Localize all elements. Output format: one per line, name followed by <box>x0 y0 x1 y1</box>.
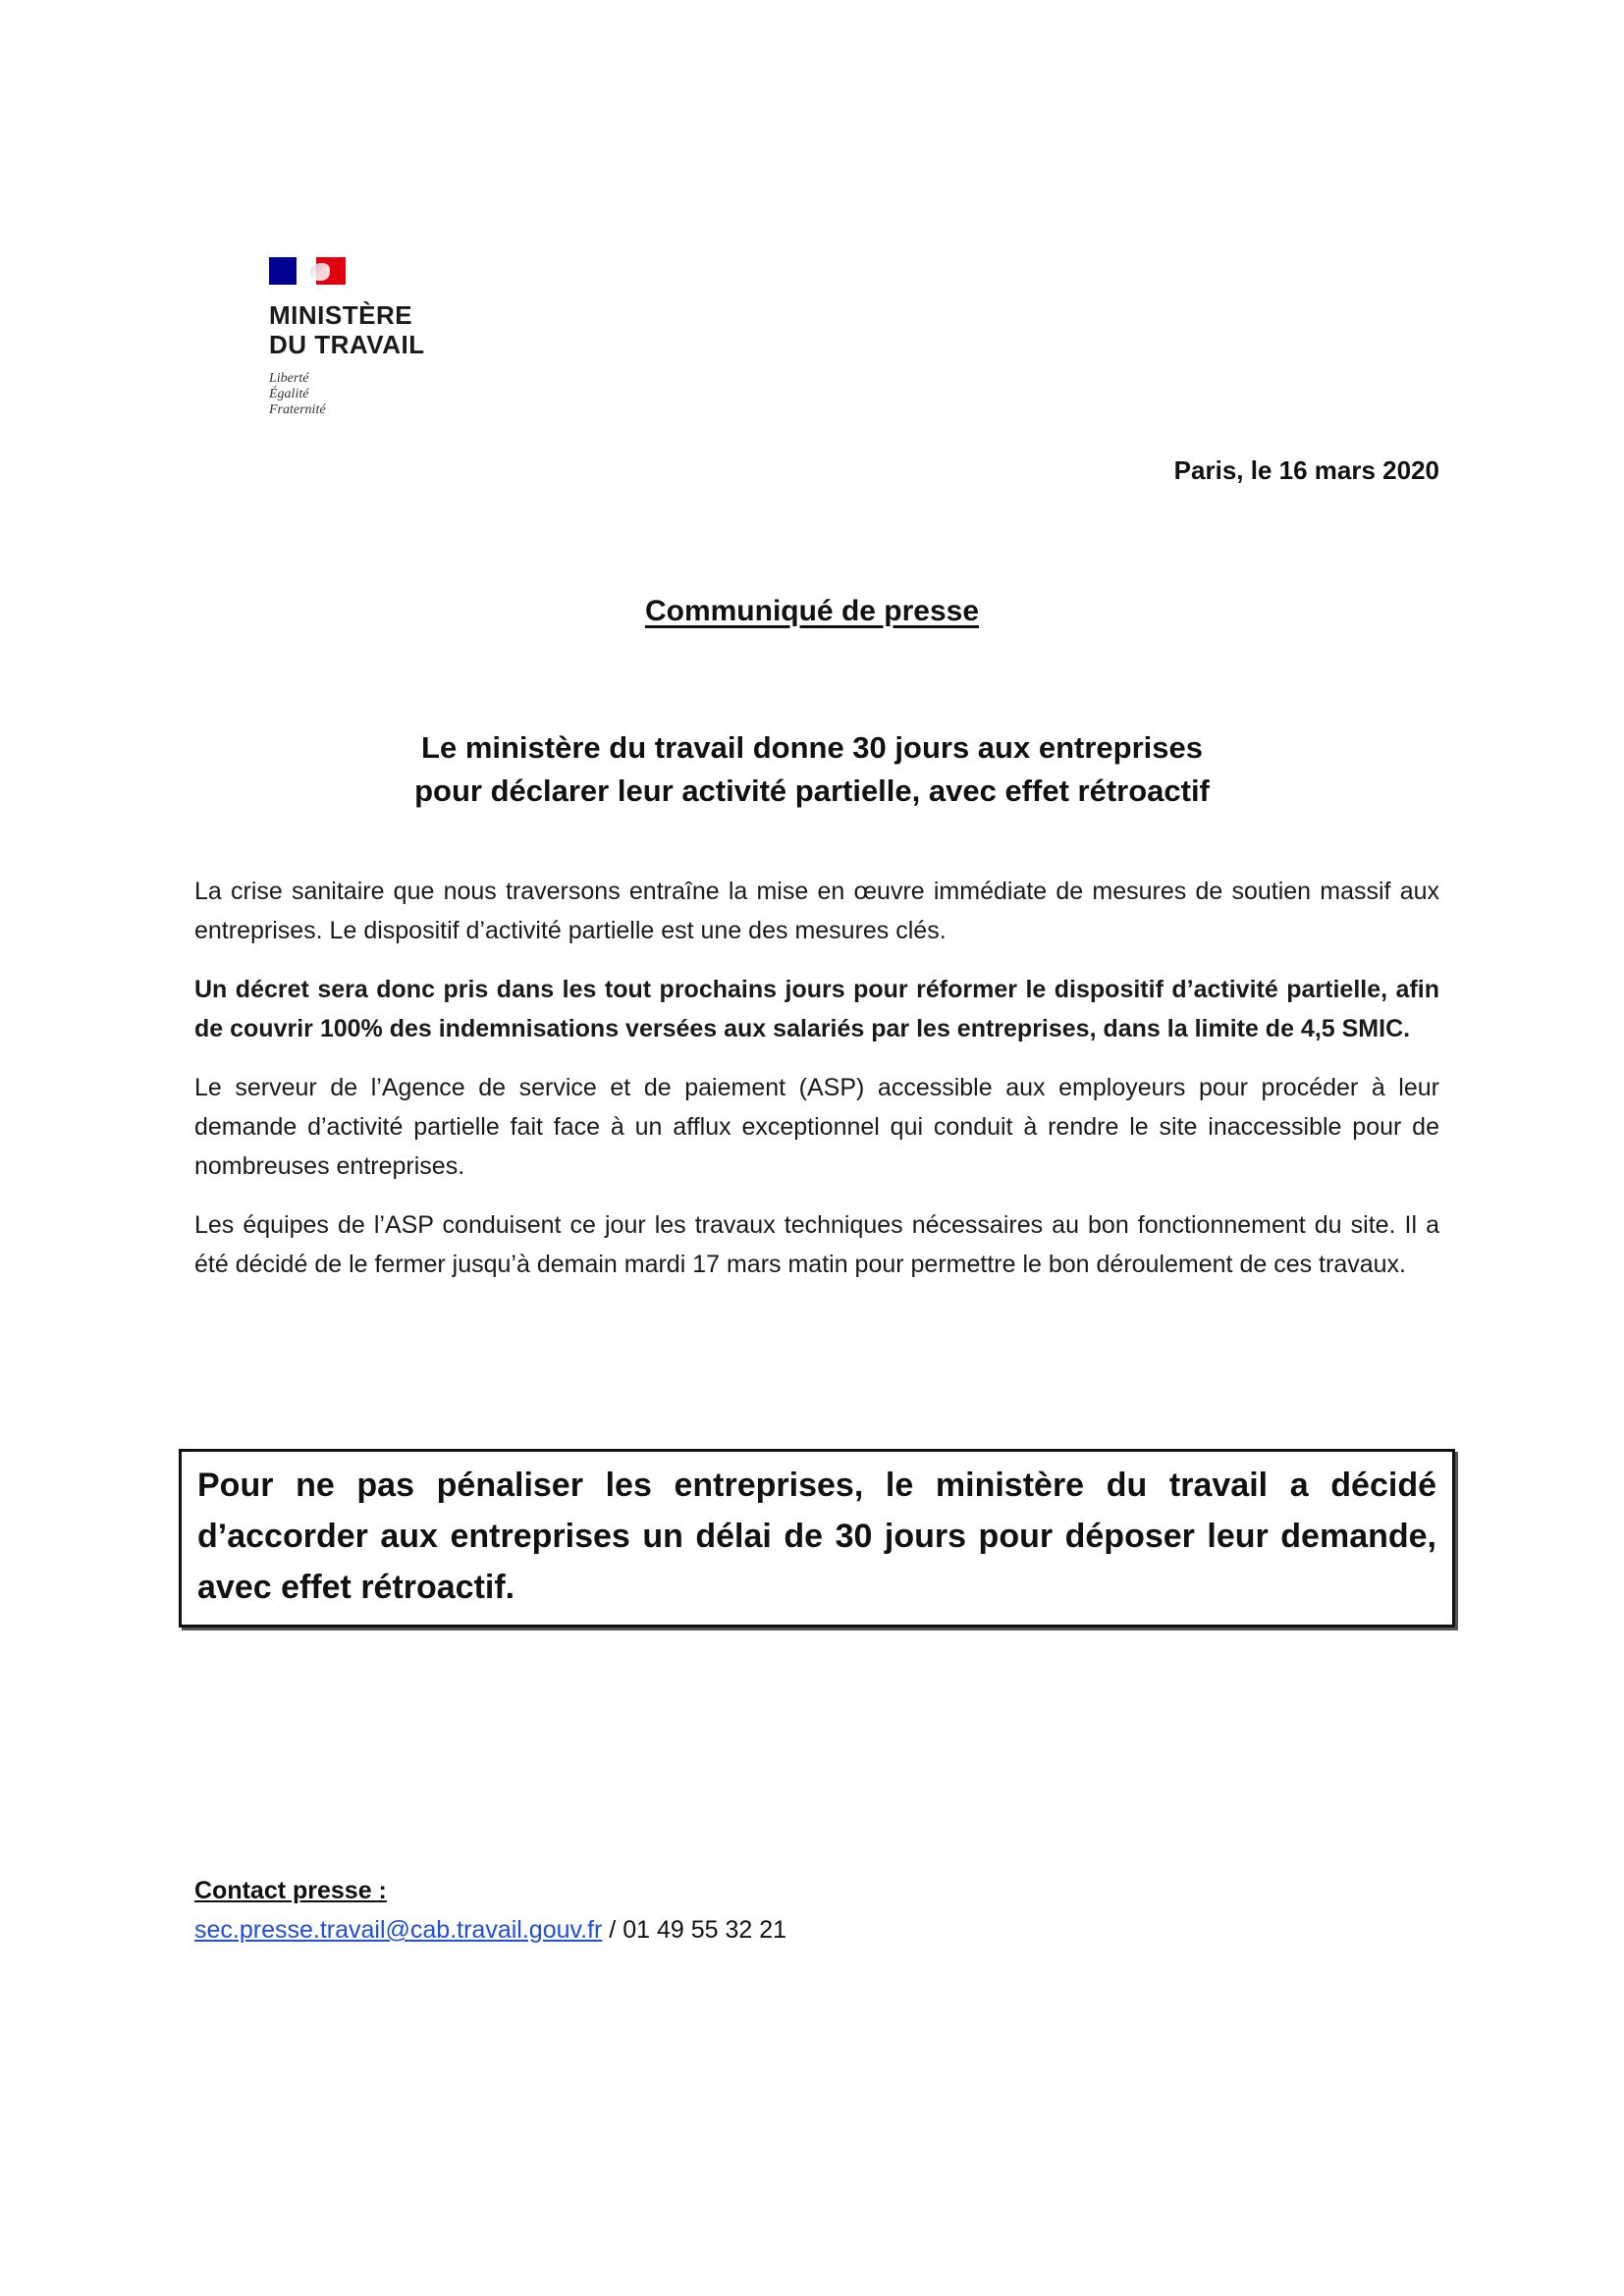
ministry-logo <box>269 257 485 418</box>
motto-fraternite: Fraternité <box>269 402 326 417</box>
ministry-name <box>269 300 485 359</box>
motto-liberte: Liberté <box>269 371 309 386</box>
document-type-title: Communiqué de presse <box>644 595 980 627</box>
headline <box>0 726 1624 813</box>
ministry-name-line2: DU TRAVAIL <box>269 330 425 359</box>
callout-box <box>179 1449 1455 1628</box>
republic-motto <box>269 371 485 418</box>
paragraph-decree: Un décret sera donc pris dans les tout prochains jours pour réformer le dispositif d’activité partielle, afin de couvrir 100% des indemnisations versées aux salariés par les entreprises, dans la limite de 4,5 SMIC. <box>194 976 1439 1042</box>
motto-egalite: Égalité <box>269 387 309 401</box>
ministry-name-line1: MINISTÈRE <box>269 300 413 330</box>
body-text <box>194 872 1439 1304</box>
paragraph: Les équipes de l’ASP conduisent ce jour les travaux techniques nécessaires au bon fonctionnement du site. Il a été décidé de le fermer jusqu’à demain mardi 17 mars matin pour permettre le bon déroulement de ces travaux. <box>194 1211 1439 1278</box>
marianne-icon <box>310 263 330 281</box>
paragraph: La crise sanitaire que nous traversons entraîne la mise en œuvre immédiate de mesures de soutien massif aux entreprises. Le dispositif d’activité partielle est une des mesures clés. <box>194 878 1439 944</box>
callout-text: Pour ne pas pénaliser les entreprises, le ministère du travail a décidé d’accorder aux entreprises un délai de 30 jours pour déposer leur demande, avec effet rétroactif. <box>197 1467 1436 1606</box>
release-date: Paris, le 16 mars 2020 <box>1173 455 1439 485</box>
contact-phone: 01 49 55 32 21 <box>623 1916 787 1944</box>
press-contact <box>194 1871 786 1949</box>
republic-flag-icon <box>269 257 346 285</box>
contact-line <box>194 1910 786 1949</box>
headline-line2: pour déclarer leur activité partielle, avec effet rétroactif <box>414 774 1210 808</box>
headline-line1: Le ministère du travail donne 30 jours aux entreprises <box>421 730 1203 765</box>
contact-label: Contact presse : <box>194 1877 387 1904</box>
contact-separator: / <box>602 1916 623 1944</box>
paragraph: Le serveur de l’Agence de service et de paiement (ASP) accessible aux employeurs pour procéder à leur demande d’activité partielle fait face à un afflux exceptionnel qui conduit à rendre le site inaccessible pour de nombreuses entreprises. <box>194 1074 1439 1180</box>
contact-email-link[interactable]: sec.presse.travail@cab.travail.gouv.fr <box>194 1916 603 1944</box>
